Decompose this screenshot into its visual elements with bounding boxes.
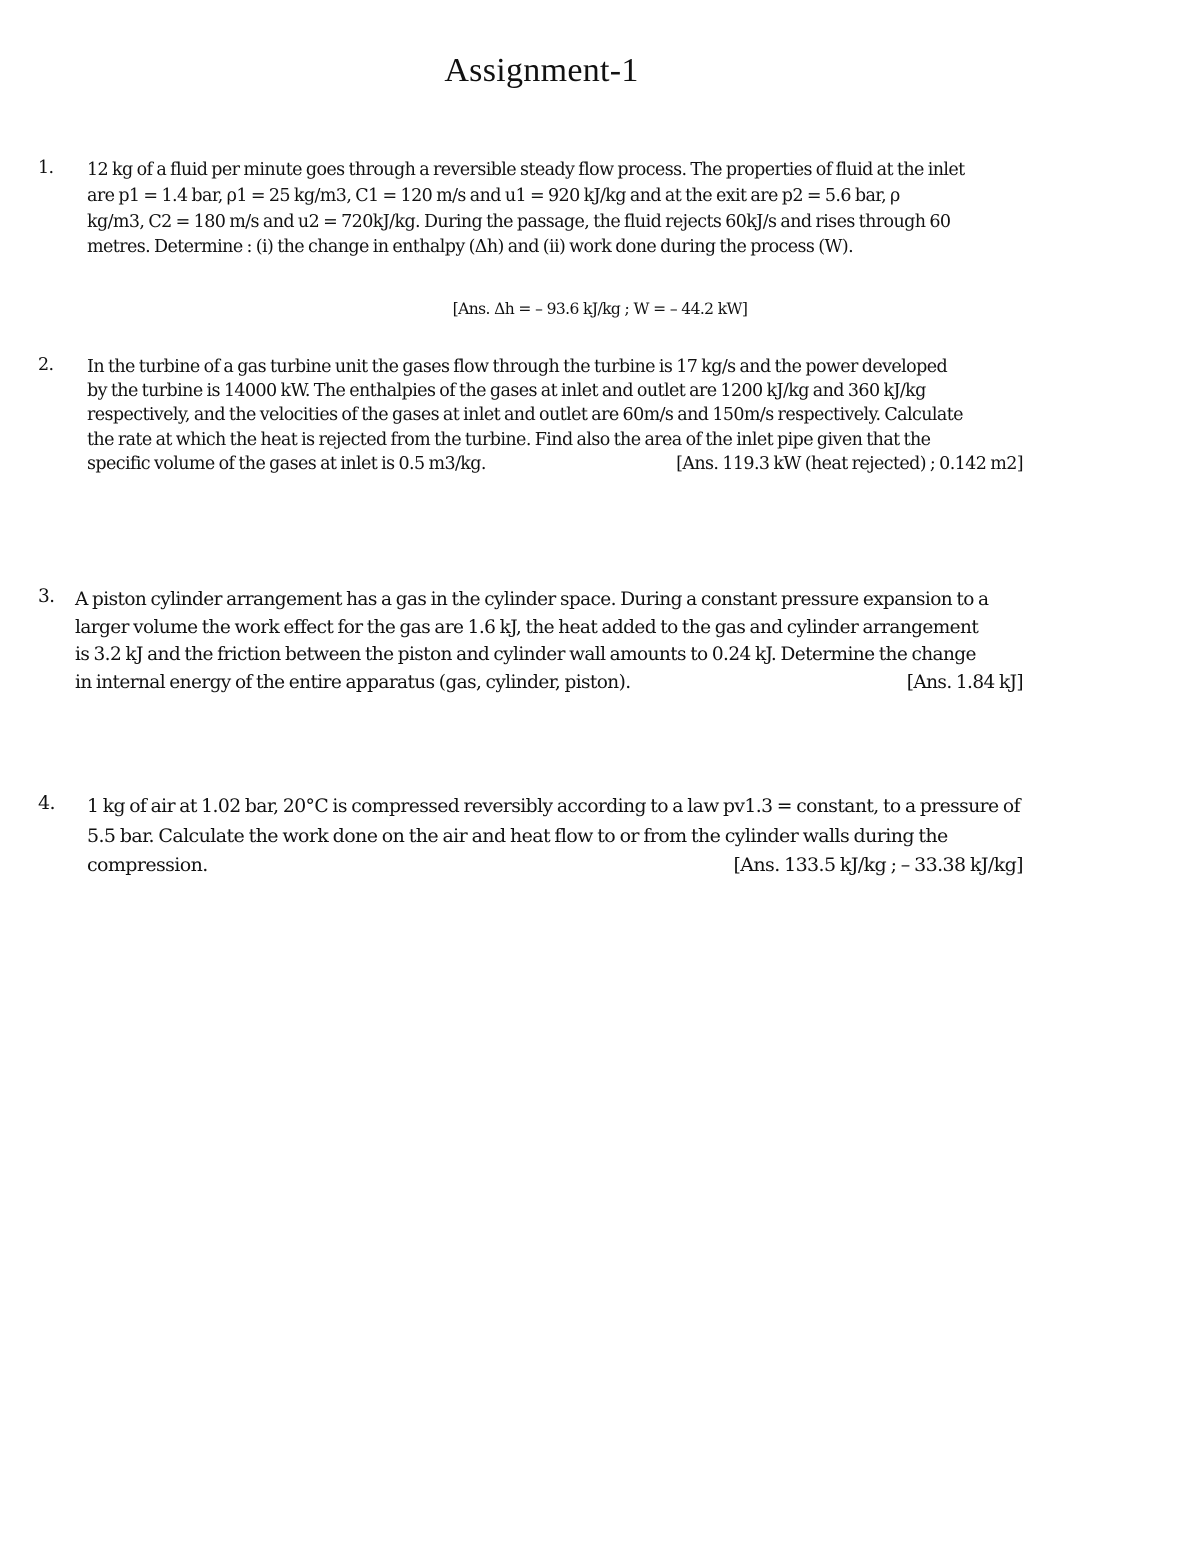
question-line: in internal energy of the entire apparatus (gas, cylinder, piston). xyxy=(75,671,631,693)
question-line-with-answer xyxy=(75,669,1023,697)
question-line: kg/m3, C2 = 180 m/s and u2 = 720kJ/kg. During the passage, the fluid rejects 60kJ/s and rises through 60 xyxy=(87,211,951,232)
question-body xyxy=(75,586,1023,696)
question-number: 1. xyxy=(38,158,54,178)
question-line: A piston cylinder arrangement has a gas in the cylinder space. During a constant pressure expansion to a xyxy=(75,589,989,610)
question-line: is 3.2 kJ and the friction between the piston and cylinder wall amounts to 0.24 kJ. Determine the change xyxy=(75,644,976,665)
question-line: respectively, and the velocities of the gases at inlet and outlet are 60m/s and 150m/s respectively. Calculate xyxy=(87,405,963,426)
question-line: larger volume the work effect for the gas are 1.6 kJ, the heat added to the gas and cylinder arrangement xyxy=(75,616,979,638)
page-title: Assignment-1 xyxy=(444,52,639,89)
question-body xyxy=(87,792,1023,881)
question-number: 3. xyxy=(38,586,55,607)
question-body xyxy=(87,355,1023,476)
question-body xyxy=(87,158,1023,261)
question-line: are p1 = 1.4 bar, ρ1 = 25 kg/m3, C1 = 120 m/s and u1 = 920 kJ/kg and at the exit are p2 = 5.6 bar, ρ xyxy=(87,185,900,206)
question-line-with-answer xyxy=(87,452,1023,476)
answer-3: [Ans. 1.84 kJ] xyxy=(906,671,1023,693)
question-line: the rate at which the heat is rejected from the turbine. Find also the area of the inlet pipe given that the xyxy=(87,429,931,450)
question-number: 4. xyxy=(38,792,55,814)
question-line: compression. xyxy=(87,854,208,876)
question-line: metres. Determine : (i) the change in enthalpy (Δh) and (ii) work done during the process (W). xyxy=(87,237,854,258)
answer-2: [Ans. 119.3 kW (heat rejected) ; 0.142 m2] xyxy=(676,453,1023,474)
question-line: 5.5 bar. Calculate the work done on the air and heat flow to or from the cylinder walls during the xyxy=(87,824,948,847)
question-line: specific volume of the gases at inlet is 0.5 m3/kg. xyxy=(87,453,486,474)
question-line: In the turbine of a gas turbine unit the gases flow through the turbine is 17 kg/s and the power developed xyxy=(87,357,948,377)
question-line: 1 kg of air at 1.02 bar, 20°C is compressed reversibly according to a law pv1.3 = constant, to a pressure of xyxy=(87,796,1020,817)
answer-1: [Ans. Δh = – 93.6 kJ/kg ; W = – 44.2 kW] xyxy=(452,300,748,318)
answer-4: [Ans. 133.5 kJ/kg ; – 33.38 kJ/kg] xyxy=(733,854,1023,876)
question-number: 2. xyxy=(38,355,54,375)
question-line: by the turbine is 14000 kW. The enthalpies of the gases at inlet and outlet are 1200 kJ/kg and 360 kJ/kg xyxy=(87,381,926,402)
question-line: 12 kg of a fluid per minute goes through a reversible steady flow process. The properties of fluid at the inlet xyxy=(87,160,965,180)
question-line-with-answer xyxy=(87,851,1023,881)
